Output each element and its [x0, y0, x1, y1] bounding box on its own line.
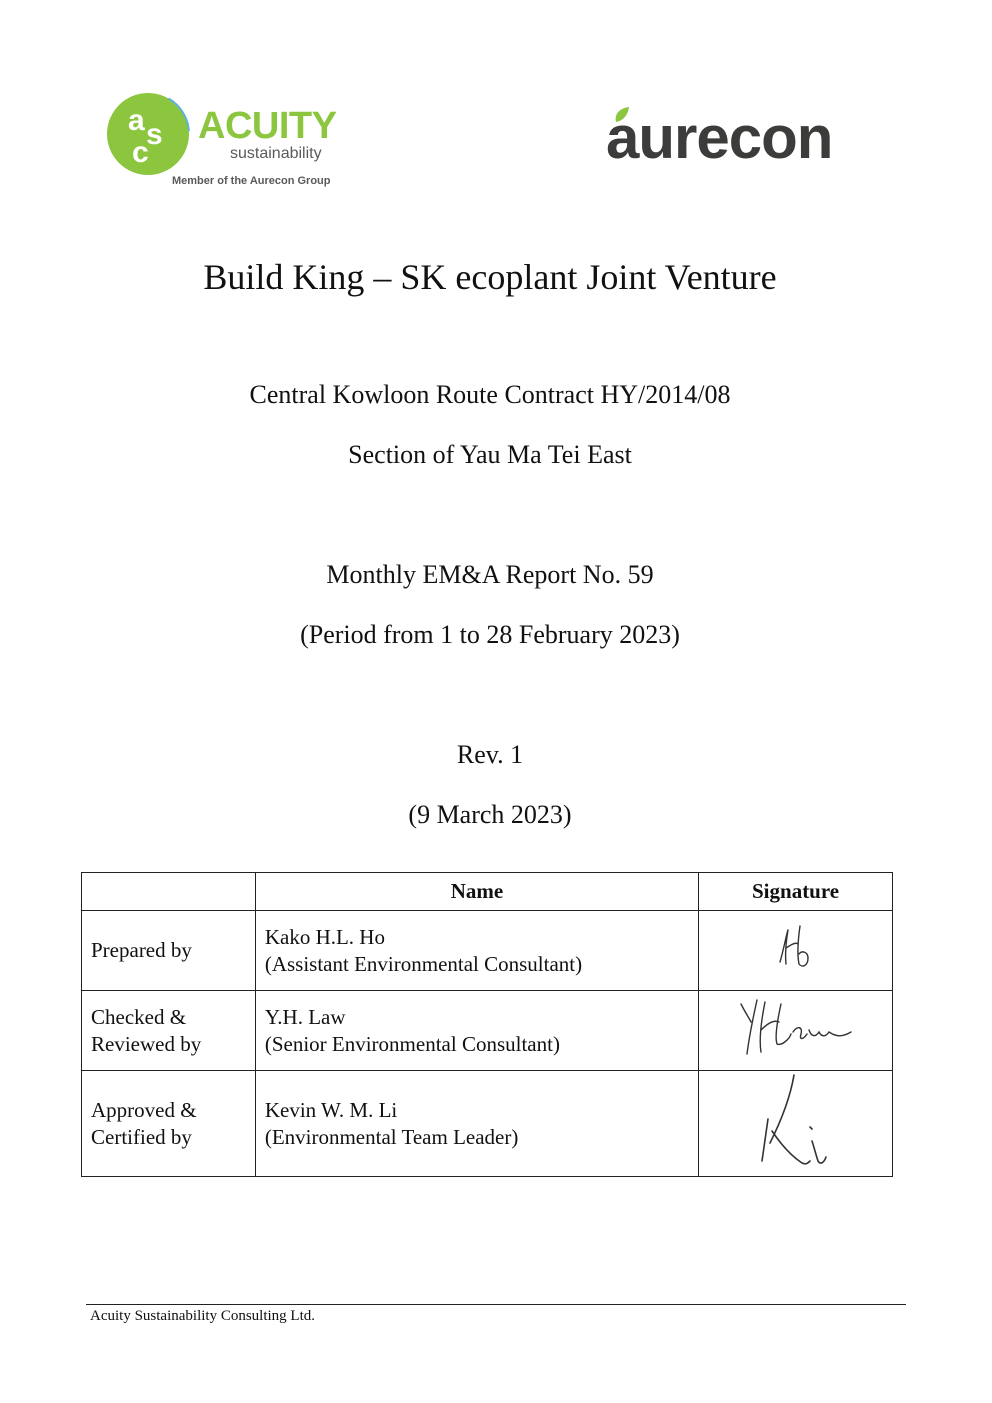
signature-image	[766, 918, 826, 976]
signature-image	[746, 1071, 846, 1169]
person-name: Y.H. Law	[264, 1004, 346, 1029]
name-cell	[255, 1071, 698, 1177]
role-label: Certified by	[91, 1124, 192, 1149]
signature-cell	[699, 991, 893, 1071]
signature-cell	[699, 1071, 893, 1177]
header-name: Name	[255, 873, 698, 911]
acuity-member-text: Member of the Aurecon Group	[172, 175, 331, 187]
person-title: (Senior Environmental Consultant)	[264, 1031, 560, 1056]
acuity-logo	[106, 92, 346, 192]
revision-line: Rev. 1	[456, 740, 524, 769]
signature-cell	[699, 911, 893, 991]
role-cell	[82, 911, 256, 991]
period-line: (Period from 1 to 28 February 2023)	[300, 620, 680, 649]
aurecon-brand-text: aurecon	[606, 104, 833, 171]
acuity-brand-text: ACUITY	[198, 105, 337, 147]
header-blank	[82, 873, 256, 911]
client-title: Build King – SK ecoplant Joint Venture	[203, 257, 777, 297]
contract-line: Central Kowloon Route Contract HY/2014/08	[249, 380, 731, 409]
name-cell	[255, 911, 698, 991]
role-label: Checked &	[91, 1004, 187, 1029]
person-name: Kako H.L. Ho	[264, 924, 385, 949]
role-label: Reviewed by	[91, 1031, 202, 1056]
role-cell	[82, 1071, 256, 1177]
table-row	[82, 991, 893, 1071]
svg-text:a: a	[128, 104, 145, 137]
footer-divider	[86, 1304, 906, 1305]
role-label: Approved &	[91, 1097, 197, 1122]
person-title: (Environmental Team Leader)	[264, 1124, 519, 1149]
svg-text:c: c	[132, 136, 149, 169]
acuity-tagline: sustainability	[230, 145, 322, 162]
header-signature: Signature	[699, 873, 893, 911]
role-cell	[82, 991, 256, 1071]
table-row	[82, 1071, 893, 1177]
name-cell	[255, 991, 698, 1071]
report-line: Monthly EM&A Report No. 59	[326, 560, 654, 589]
footer-company: Acuity Sustainability Consulting Ltd.	[90, 1308, 315, 1324]
section-line: Section of Yau Ma Tei East	[348, 440, 632, 469]
acuity-badge-icon	[106, 92, 190, 176]
signature-image	[731, 992, 861, 1062]
table-header-row	[82, 873, 893, 911]
role-label: Prepared by	[91, 938, 192, 962]
approval-table	[81, 872, 893, 1177]
svg-text:s: s	[146, 118, 163, 151]
revision-date-line: (9 March 2023)	[408, 800, 572, 829]
table-row	[82, 911, 893, 991]
person-name: Kevin W. M. Li	[264, 1097, 398, 1122]
aurecon-logo	[606, 104, 876, 174]
person-title: (Assistant Environmental Consultant)	[264, 951, 583, 976]
